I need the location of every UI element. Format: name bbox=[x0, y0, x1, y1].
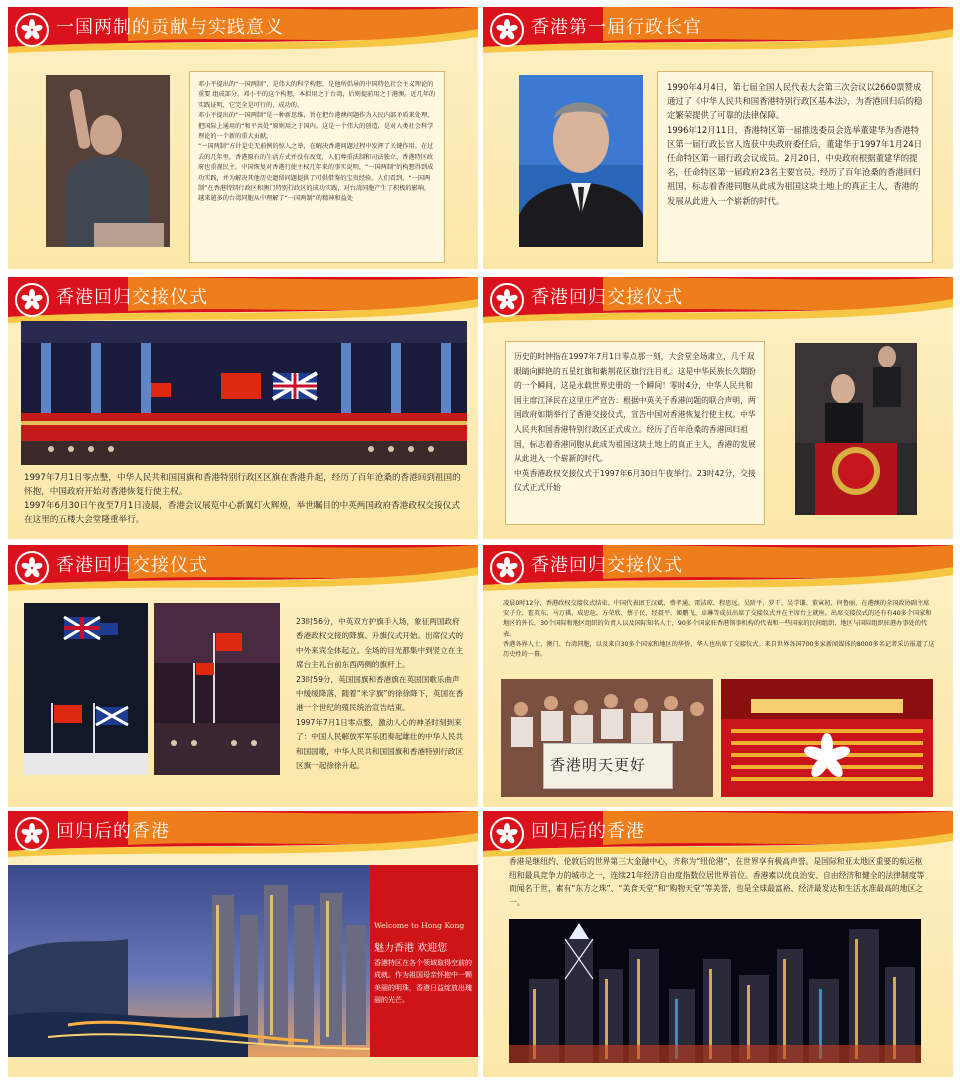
banner-hk-tomorrow bbox=[543, 743, 673, 789]
chief-executive-textbox bbox=[657, 71, 933, 263]
stadium-performance-photo bbox=[721, 679, 933, 797]
hk-emblem-icon bbox=[15, 817, 49, 851]
welcome-body: 香港特区在各个领域取得空前的成就。作为祖国母亲怀抱中一颗美丽的明珠，香港日益绽放出瑰丽的光芒。 bbox=[374, 959, 472, 1005]
slide-title: 香港回归交接仪式 bbox=[56, 287, 208, 308]
paragraph: 1997年7月1日零点整，中华人民共和国国旗和香港特别行政区区旗在香港升起，经历了百年沧桑的香港回到祖国的怀抱，中国政府开始对香港恢复行使主权。 bbox=[24, 473, 461, 497]
slide-title: 香港回归交接仪式 bbox=[531, 287, 683, 308]
slide-first-chief-executive bbox=[483, 7, 953, 269]
welcome-heading-en: Welcome to Hong Kong bbox=[374, 921, 465, 930]
hk-emblem-icon bbox=[15, 551, 49, 585]
slide-title: 香港回归交接仪式 bbox=[56, 555, 208, 576]
slide-title: 一国两制的贡献与实践意义 bbox=[56, 17, 284, 38]
welcome-panel bbox=[370, 865, 478, 1057]
slide-contribution bbox=[8, 7, 478, 269]
slide-hk-after-return-2 bbox=[483, 811, 953, 1077]
slide-title: 香港回归交接仪式 bbox=[531, 555, 683, 576]
paragraph: 中英香港政权交接仪式于1997年6月30日午夜举行。23时42分，交接仪式正式开始 bbox=[514, 468, 756, 493]
paragraph: 1990年4月4日，第七届全国人民代表大会第三次会议以2660票赞成通过了《中华人民共和国香港特别行政区基本法》，为香港回归后的稳定繁荣提供了可靠的法律保障。 bbox=[667, 82, 923, 121]
slide-handover-ceremony-3 bbox=[8, 545, 478, 807]
ceremony-end-text bbox=[503, 599, 935, 660]
flag-ceremony-text bbox=[296, 615, 464, 773]
hk-emblem-icon bbox=[490, 817, 524, 851]
slide-handover-ceremony-1 bbox=[8, 277, 478, 539]
paragraph: 1997年6月30日午夜至7月1日凌晨，香港会议展览中心新翼灯火辉煌，举世瞩目的中英两国政府香港政权交接仪式在这里的五楼大会堂隆重举行。 bbox=[24, 501, 460, 525]
hk-emblem-icon bbox=[15, 283, 49, 317]
contribution-textbox bbox=[189, 71, 445, 263]
handover-moment-textbox bbox=[505, 341, 765, 525]
handover-text bbox=[24, 471, 464, 527]
celebration-crowd-photo bbox=[501, 679, 713, 797]
hk-emblem-icon bbox=[15, 13, 49, 47]
jiang-zemin-speech-photo bbox=[795, 343, 917, 515]
paragraph: 23时59分，英国国旗和香港旗在英国国歌乐曲声中缓缓降落，随着“米字旗”的徐徐降下，英国在香港一个世纪的殖民统治宣告结束。 bbox=[296, 674, 464, 713]
slide-hk-after-return-1 bbox=[8, 811, 478, 1077]
slide-handover-ceremony-2 bbox=[483, 277, 953, 539]
hk-skyline-sunset-photo bbox=[8, 865, 370, 1057]
paragraph: 1997年7月1日零点整，激动人心的神圣时刻到来了：中国人民解放军军乐团奏起雄壮的中华人民共和国国歌，中华人民共和国国旗和香港特别行政区区旗一起徐徐升起。 bbox=[296, 717, 464, 771]
welcome-heading-cn: 魅力香港 欢迎您 bbox=[374, 943, 448, 954]
paragraph: 邓小平提出的“一国两制”是一种新思维，旨在把台港澳问题作为人民内部矛盾来处理，把国际上通用的“和平共处”原则用之于国内。这是一个伟大的创造，是对人类社会科学理论的一个新的重大贡献。 bbox=[198, 112, 434, 141]
slide-title: 回归后的香港 bbox=[56, 821, 170, 842]
paragraph: 香港各界人士，澳门、台湾同胞，以及来自30多个国家和地区的华侨、华人也出席了交接仪式。来自世界各国700多家新闻媒体的8000多名记者采访报道了这历史性的一幕。 bbox=[503, 640, 935, 659]
hk-emblem-icon bbox=[490, 13, 524, 47]
hk-emblem-icon bbox=[490, 283, 524, 317]
tung-chee-hwa-portrait bbox=[519, 75, 643, 247]
slide-handover-ceremony-4 bbox=[483, 545, 953, 807]
paragraph: “一国两制”方针是史无前例的惊人之举，在解决香港问题过程中发挥了关键作用。在过去的几年里，香港原有的生活方式并没有改变，人们尊重法制和司法独立，香港特区政府也重视民主。中国恢复对香港行使主权几年来的事实说明，“一国两制”的构想得到成功实践，并为解决其他历史遗留问题提供了可供借鉴的宝贵经验。人们看到，“一国两制”在香港特别行政区和澳门特别行政区的成功实践，对台湾同胞产生了积极的影响，越来越多的台湾同胞从中理解了“一国两制”的精神和益处 bbox=[198, 143, 434, 203]
banner-text: 香港明天更好 bbox=[550, 756, 647, 774]
financial-center-text bbox=[509, 855, 929, 909]
ceremony-hall-photo bbox=[21, 321, 467, 465]
paragraph: 香港是继纽约、伦敦后的世界第三大金融中心，齐称为“纽伦港”，在世界享有极高声誉。是国际和亚太地区重要的航运枢纽和最具竞争力的城市之一，连续21年经济自由度指数位居世界首位。香港素以优良治安、自由经济和健全的法律制度等而闻名于世，素有“东方之珠”、“美食天堂”和“购物天堂”等美誉，也是全球最富裕、经济最发达和生活水准最高的地区之一。 bbox=[509, 857, 925, 907]
paragraph: 凌晨0时12分，香港政权交接仪式结束。中国代表团王汉斌、费孝通、雷洁琼、程思远、吴阶平、罗干、吴学谦、董寅初、何鲁丽、在港澳的全国政协副主席安子介、霍英东、马万祺、成思危、方荣欣、蔡子民、经叔平、姬鹏飞、卓琳等成员出席了交接仪式并在主席台上就座。出席交接仪式的还有有40多个国家和地区的外长，30个国际和地区组织的负责人以及国际知名人士，90多个国家驻香港领事机构的代表和一些国家的民间组织、地区与国际组织驻港办事处的代表。 bbox=[503, 600, 932, 638]
paragraph: 历史的时钟指在1997年7月1日零点那一刻，大会堂全场肃立，几千双眼睛向鲜艳的五星红旗和紫荆花区旗行注目礼。这是中华民族长久期盼的一个瞬间，这是永载世界史册的一个瞬间！零时4分，中华人民共和国主席江泽民在这里庄严宣告：根据中英关于香港问题的联合声明，两国政府如期举行了香港交接仪式，宣告中国对香港恢复行使主权。中华人民共和国香港特别行政区正式成立。经历了百年沧桑的香港回归祖国，标志着香港同胞从此成为祖国这块土地上的真正主人，香港的发展从此进入一个崭新的时代。 bbox=[514, 352, 756, 464]
hk-night-skyline-photo bbox=[509, 919, 921, 1063]
paragraph: 23时56分，中英双方护旗手入场，象征两国政府香港政权交接的降旗、升旗仪式开始。出席仪式的中外来宾全体起立。全场的目光都集中到竖立在主席台主礼台前东西两侧的旗杆上。 bbox=[296, 617, 464, 670]
paragraph: 邓小平提出的“一国两制”，是伟大的科学构想，是他所倡导的中国特色社会主义理论的重要 组成部分。邓小平的这个构想，本拟用之于台湾，后则提前用之于港澳。近几年的实践证明，它完全是可行的，成功的。 bbox=[198, 81, 436, 109]
hk-emblem-icon bbox=[490, 551, 524, 585]
slide-title: 香港第一届行政长官 bbox=[531, 17, 702, 38]
deng-xiaoping-photo bbox=[46, 75, 170, 247]
slide-title: 回归后的香港 bbox=[531, 821, 645, 842]
flag-lowering-photo bbox=[24, 603, 148, 775]
flag-raising-photo bbox=[154, 603, 280, 775]
paragraph: 1996年12月11日，香港特区第一届推选委员会选举董建华为香港特区第一届行政长官人选获中央政府委任后，董建华于1997年1月24日任命特区第一届行政会议成员。2月20日，中央政府根据董建华的提名，任命特区第一届政府23名主要官员。经历了百年沧桑的香港回归祖国，标志着香港同胞从此成为祖国这块土地上的真正主人，香港的发展从此进入一个崭新的时代。 bbox=[667, 124, 923, 206]
